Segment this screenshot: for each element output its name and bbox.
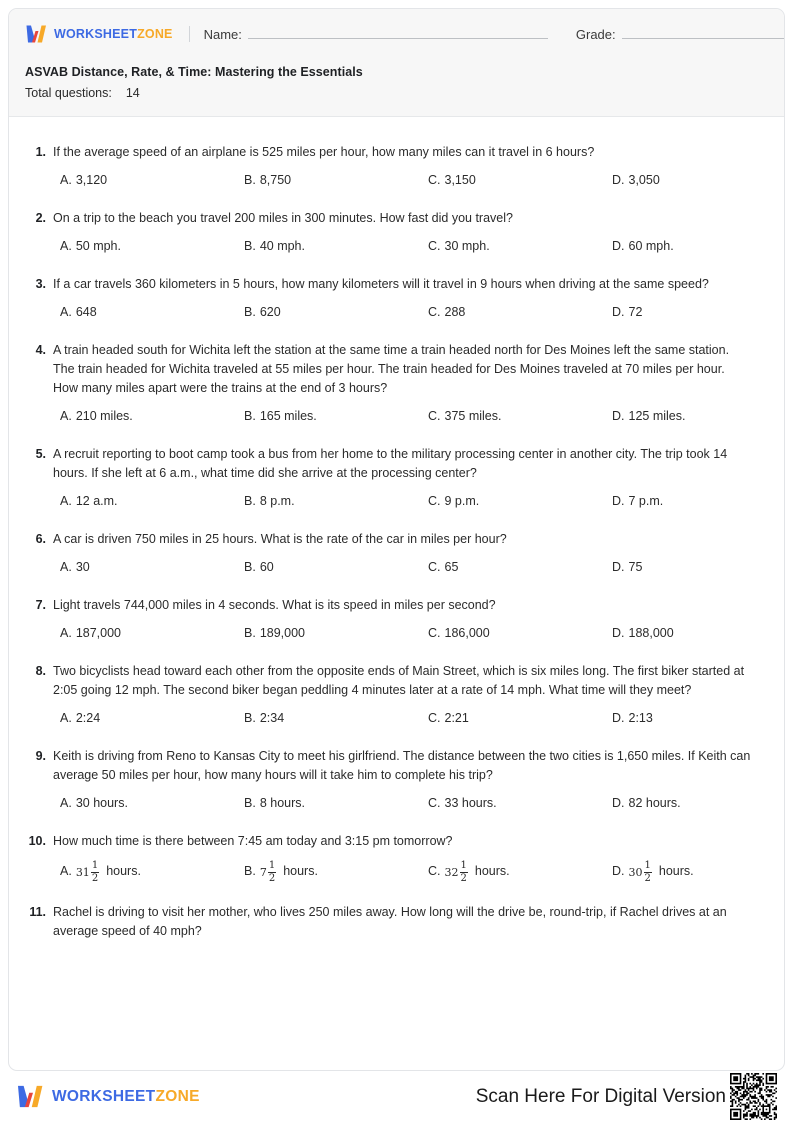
answer-option-text: 375 miles. [444,409,502,423]
answer-option[interactable] [244,794,428,812]
answer-option[interactable] [612,237,674,255]
answer-options [60,624,766,642]
mixed-number [445,861,468,884]
answer-option[interactable] [612,171,660,189]
fraction-numerator: 1 [644,860,651,871]
answer-option[interactable] [244,709,428,727]
answer-option[interactable] [428,492,612,510]
questions-list [9,117,784,941]
question-number: 1. [35,145,46,159]
answer-option-letter: A. [60,711,72,725]
answer-option-unit: hours. [474,864,510,878]
answer-option-text: 187,000 [75,626,121,640]
answer-option[interactable] [428,860,612,883]
answer-option[interactable] [60,171,244,189]
question-number: 10. [28,834,46,848]
question-text: If a car travels 360 kilometers in 5 hours, how many kilometers will it travel in 9 hours when driving at the same speed? [53,277,709,291]
answer-option[interactable] [60,624,244,642]
fraction-denominator: 2 [460,873,467,884]
answer-option-letter: A. [60,409,72,423]
answer-option[interactable] [60,303,244,321]
answer-option[interactable] [612,709,653,727]
question-number: 2. [35,211,46,225]
answer-options [60,407,766,425]
mixed-number-whole: 30 [628,866,643,879]
answer-options [60,171,766,189]
answer-option-text: 165 miles. [259,409,317,423]
question-row [27,893,766,941]
question-text: Two bicyclists head toward each other from the opposite ends of Main Street, which is six miles long. The first biker started at 2:05 going 12 mph. The second biker began peddling 4 minutes later at a rate of 14 mph. What time will they meet? [53,664,745,697]
question-number: 11. [29,905,46,919]
brand-logo [25,24,173,44]
answer-option-letter: A. [60,494,72,508]
answer-option[interactable] [612,860,694,883]
answer-option-letter: B. [244,173,256,187]
question-text: On a trip to the beach you travel 200 miles in 300 minutes. How fast did you travel? [53,211,513,225]
answer-option-text: 30 [75,560,90,574]
answer-option-letter: B. [244,494,256,508]
answer-option-text: 50 mph. [75,239,121,253]
question-text: A recruit reporting to boot camp took a bus from her home to the military processing center in another city. The trip took 14 hours. If she left at 6 a.m., what time did she arrive at the processing center? [53,447,728,480]
answer-option-text: 188,000 [628,626,674,640]
answer-option-text: 288 [444,305,466,319]
answer-option-text: 125 miles. [628,409,686,423]
answer-options [60,492,766,510]
answer-option-text: 75 [628,560,643,574]
answer-option[interactable] [428,303,612,321]
answer-option-text: 40 mph. [259,239,305,253]
answer-option-letter: A. [60,864,72,878]
question-row [27,586,766,615]
mixed-number [629,861,652,884]
answer-option[interactable] [60,794,244,812]
answer-option-letter: A. [60,796,72,810]
footer-brand-logo-text [52,1088,200,1106]
grade-label: Grade: [575,27,616,42]
answer-option-text: 3,120 [75,173,108,187]
question-text: If the average speed of an airplane is 525 miles per hour, how many miles can it travel in 6 hours? [53,145,595,159]
answer-option-text: 189,000 [259,626,305,640]
answer-option[interactable] [612,407,685,425]
answer-option[interactable] [60,709,244,727]
answer-option[interactable] [428,624,612,642]
question-block [27,893,766,941]
answer-option-unit: hours. [106,864,141,878]
question-row [27,265,766,294]
question-number: 5. [35,447,46,461]
answer-option-text: 2:24 [75,711,101,725]
answer-option[interactable] [612,303,642,321]
question-number: 6. [35,532,46,546]
answer-option-letter: A. [60,305,72,319]
fraction-denominator: 2 [268,873,276,884]
answer-option-letter: D. [612,494,625,508]
question-row [27,435,766,483]
answer-option-letter: C. [428,796,441,810]
answer-option-text: 65 [444,560,459,574]
answer-option[interactable] [612,558,642,576]
answer-option-text: 8 hours. [259,796,305,810]
mixed-number-whole: 31 [75,866,90,879]
answer-option[interactable] [428,407,612,425]
answer-option-letter: D. [612,711,625,725]
answer-option-letter: D. [612,626,625,640]
worksheet-zone-logo-icon [25,24,48,44]
question-text: A train headed south for Wichita left the station at the same time a train headed north for Des Moines left the same station. The train headed for Wichita traveled at 55 miles per hour. The train headed for Des Moines traveled at 70 miles per hour. How many miles apart were the trains at the end of 3 hours? [53,343,730,395]
worksheet-card [8,8,785,1071]
answer-option[interactable] [244,303,428,321]
fraction-numerator: 1 [91,860,99,871]
answer-option-letter: B. [244,711,256,725]
question-block [27,133,766,189]
question-text: Light travels 744,000 miles in 4 seconds. What is its speed in miles per second? [53,598,496,612]
footer-worksheet-text: WORKSHEET [52,1087,156,1105]
footer-zone-text: ZONE [155,1087,200,1105]
answer-option[interactable] [244,492,428,510]
brand-logo-text [54,27,173,41]
question-row [27,822,766,851]
answer-option[interactable] [60,492,244,510]
total-questions-row [25,86,768,100]
answer-option-letter: C. [428,173,441,187]
answer-option-text: 3,050 [628,173,660,187]
question-block [27,586,766,642]
answer-option[interactable] [60,407,244,425]
answer-option-letter: B. [244,409,256,423]
answer-option-text: 3,150 [444,173,476,187]
question-row [27,133,766,162]
answer-option-text: 186,000 [444,626,490,640]
answer-option-letter: B. [244,305,256,319]
answer-option[interactable] [244,558,428,576]
answer-option-text: 60 mph. [628,239,674,253]
answer-option[interactable] [244,624,428,642]
answer-option-letter: C. [428,711,441,725]
answer-option[interactable] [428,558,612,576]
answer-option-letter: B. [244,626,256,640]
grade-write-line[interactable] [622,26,785,39]
answer-option-letter: D. [612,409,625,423]
question-block [27,265,766,321]
question-text: Keith is driving from Reno to Kansas City to meet his girlfriend. The distance between the two cities is 1,650 miles. If Keith can average 50 miles per hour, how many hours will it take him to complete his trip? [53,749,751,782]
name-write-line[interactable] [248,26,548,39]
question-text: A car is driven 750 miles in 25 hours. What is the rate of the car in miles per hour? [53,532,507,546]
question-number: 8. [35,664,46,678]
fraction-denominator: 2 [644,873,651,884]
answer-options [60,558,766,576]
answer-option[interactable] [60,860,244,883]
answer-option-text: 33 hours. [444,796,497,810]
header-divider [189,26,190,42]
answer-option-letter: B. [244,239,256,253]
answer-option[interactable] [244,407,428,425]
answer-option-text: 8 p.m. [259,494,295,508]
question-block [27,520,766,576]
answer-option-text: 9 p.m. [444,494,480,508]
answer-option-text: 8,750 [259,173,292,187]
answer-option-letter: D. [612,560,625,574]
worksheet-header [9,9,784,117]
total-questions-value: 14 [125,86,140,100]
fraction [268,861,276,884]
question-row [27,652,766,700]
answer-option-letter: C. [428,626,441,640]
question-block [27,435,766,510]
answer-option-unit: hours. [658,864,694,878]
answer-option[interactable] [244,237,428,255]
answer-option-text: 30 mph. [444,239,490,253]
answer-option-text: 2:21 [444,711,469,725]
answer-option-letter: C. [428,305,441,319]
answer-option-text: 30 hours. [75,796,128,810]
answer-option[interactable] [60,237,244,255]
fraction-denominator: 2 [91,873,99,884]
answer-option-letter: A. [60,173,72,187]
total-questions-label: Total questions: [25,86,112,100]
answer-options [60,709,766,727]
answer-option-text: 82 hours. [628,796,681,810]
answer-option-letter: A. [60,560,72,574]
answer-options [60,794,766,812]
answer-option-letter: C. [428,864,441,878]
answer-option-text: 648 [75,305,97,319]
question-block [27,822,766,883]
mixed-number-whole: 32 [444,866,459,879]
header-top-row [25,23,768,45]
answer-option-text: 2:34 [259,711,285,725]
answer-option-letter: D. [612,239,625,253]
answer-option-letter: C. [428,409,441,423]
footer-scan-group [476,1073,777,1120]
fraction [91,861,99,884]
name-label: Name: [203,27,242,42]
question-number: 4. [35,343,46,357]
answer-option-text: 7 p.m. [628,494,664,508]
answer-option-letter: C. [428,560,441,574]
answer-option-letter: A. [60,626,72,640]
fraction [460,861,468,884]
answer-option-letter: C. [428,494,441,508]
answer-option-letter: D. [612,173,625,187]
answer-option-text: 72 [628,305,643,319]
question-number: 3. [35,277,46,291]
footer-brand-logo [16,1084,200,1109]
answer-option-unit: hours. [283,864,318,878]
question-row [27,520,766,549]
answer-options [60,237,766,255]
mixed-number [260,861,276,884]
answer-option-letter: A. [60,239,72,253]
question-number: 9. [35,749,46,763]
answer-option-text: 210 miles. [75,409,133,423]
question-block [27,199,766,255]
answer-option[interactable] [428,709,612,727]
answer-option-text: 60 [259,560,274,574]
brand-zone-text: ZONE [137,27,173,41]
worksheet-zone-logo-icon [16,1084,45,1109]
scan-here-text: Scan Here For Digital Version [475,1085,726,1107]
answer-option[interactable] [612,794,681,812]
brand-worksheet-text: WORKSHEET [54,27,138,41]
question-text: How much time is there between 7:45 am today and 3:15 pm tomorrow? [53,834,453,848]
question-row [27,331,766,398]
question-block [27,331,766,425]
answer-option[interactable] [244,860,428,883]
fraction-numerator: 1 [268,860,276,871]
answer-option[interactable] [612,624,674,642]
grade-field[interactable] [576,26,785,42]
mixed-number-whole: 7 [259,866,267,879]
answer-option-text: 620 [259,305,281,319]
question-number: 7. [35,598,46,612]
answer-option[interactable] [428,794,612,812]
answer-option-letter: C. [428,239,441,253]
question-row [27,199,766,228]
answer-option[interactable] [428,171,612,189]
answer-options [60,860,766,883]
answer-option[interactable] [60,558,244,576]
answer-option[interactable] [612,492,663,510]
answer-option-letter: D. [612,864,625,878]
answer-option-text: 12 a.m. [75,494,118,508]
worksheet-title: ASVAB Distance, Rate, & Time: Mastering the Essentials [25,65,363,79]
answer-option-text: 2:13 [628,711,653,725]
question-block [27,652,766,727]
qr-code-icon[interactable] [730,1073,777,1120]
answer-option[interactable] [428,237,612,255]
question-block [27,737,766,812]
answer-option-letter: D. [612,796,625,810]
mixed-number [76,861,99,884]
fraction [644,861,652,884]
answer-option-letter: B. [244,560,256,574]
answer-option-letter: D. [612,305,625,319]
answer-option[interactable] [244,171,428,189]
worksheet-footer [8,1071,785,1122]
name-field[interactable] [204,26,548,42]
answer-option-letter: B. [244,796,256,810]
question-row [27,737,766,785]
fraction-numerator: 1 [460,860,467,871]
answer-options [60,303,766,321]
question-text: Rachel is driving to visit her mother, who lives 250 miles away. How long will the drive be, round-trip, if Rachel drives at an average speed of 40 mph? [53,905,727,938]
answer-option-letter: B. [244,864,256,878]
